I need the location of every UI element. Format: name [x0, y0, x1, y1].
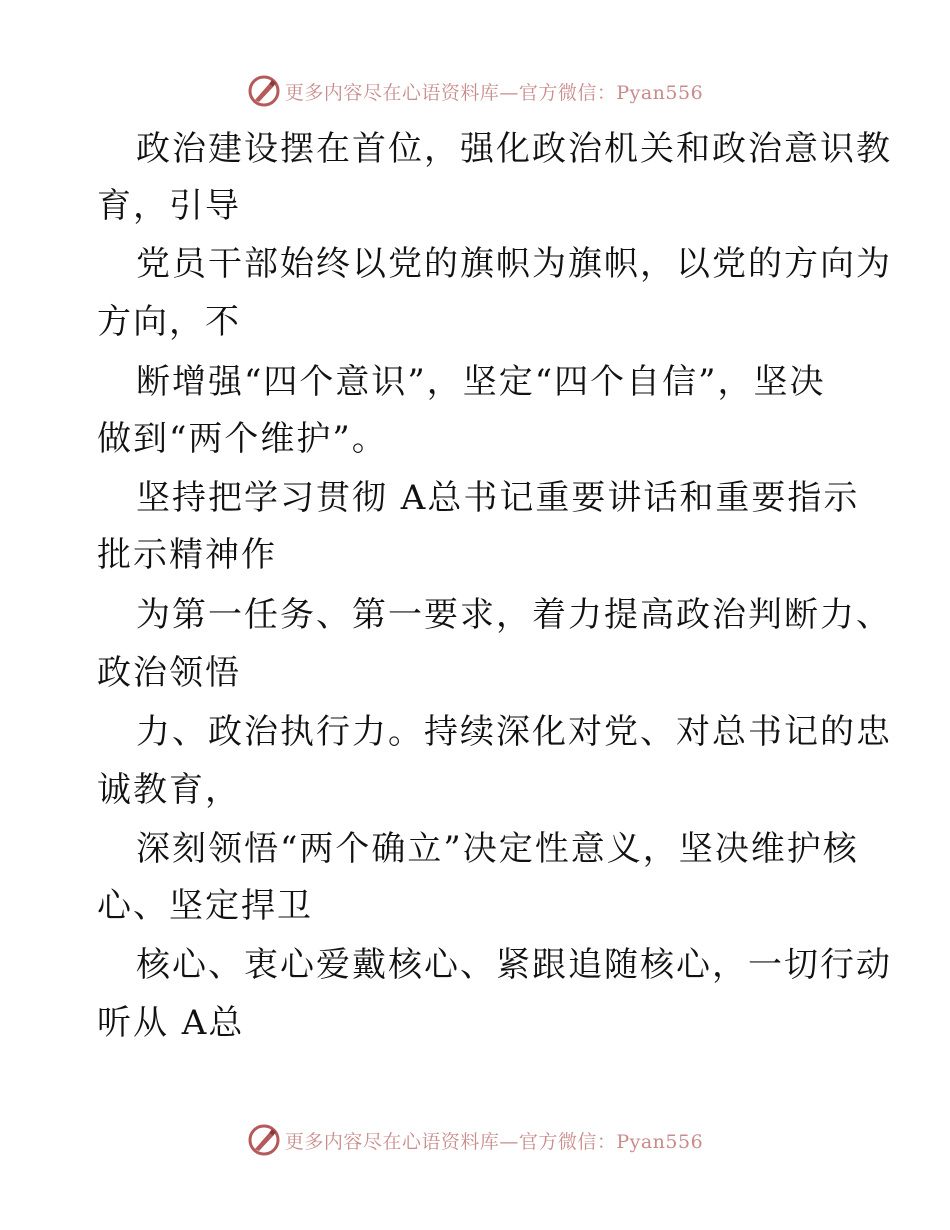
text-line: 为第一任务、第一要求，着力提高政治判断力、: [136, 595, 892, 635]
text-line: 深刻领悟“两个确立”决定性意义，坚决维护核: [136, 829, 859, 869]
text-line: 诚教育，: [97, 770, 241, 810]
text-line: 政治领悟: [97, 653, 241, 693]
footer-watermark: [0, 1120, 950, 1160]
text-line: 党员干部始终以党的旗帜为旗帜，以党的方向为: [136, 244, 892, 284]
watermark-text: 更多内容尽在心语资料库—官方微信：Pyan556: [284, 1130, 704, 1153]
text-line: 方向，不: [97, 302, 241, 342]
pen-circle-logo-icon: [247, 1123, 281, 1157]
header-watermark: [0, 71, 950, 111]
text-line: 核心、衷心爱戴核心、紧跟追随核心，一切行动: [136, 945, 892, 985]
text-line: 批示精神作: [97, 535, 277, 575]
text-line: 听从 A总: [97, 1003, 245, 1043]
text-line: 断增强“四个意识”，坚定“四个自信”，坚决: [136, 362, 826, 402]
watermark-text: 更多内容尽在心语资料库—官方微信：Pyan556: [284, 81, 704, 104]
text-line: 力、政治执行力。持续深化对党、对总书记的忠: [136, 712, 892, 752]
text-line: 做到“两个维护”。: [97, 419, 388, 459]
text-line: 坚持把学习贯彻 A总书记重要讲话和重要指示: [136, 478, 860, 518]
text-line: 心、坚定捍卫: [97, 886, 313, 926]
text-line: 育，引导: [97, 186, 241, 226]
pen-circle-logo-icon: [247, 74, 281, 108]
text-line: 政治建设摆在首位，强化政治机关和政治意识教: [136, 129, 892, 169]
